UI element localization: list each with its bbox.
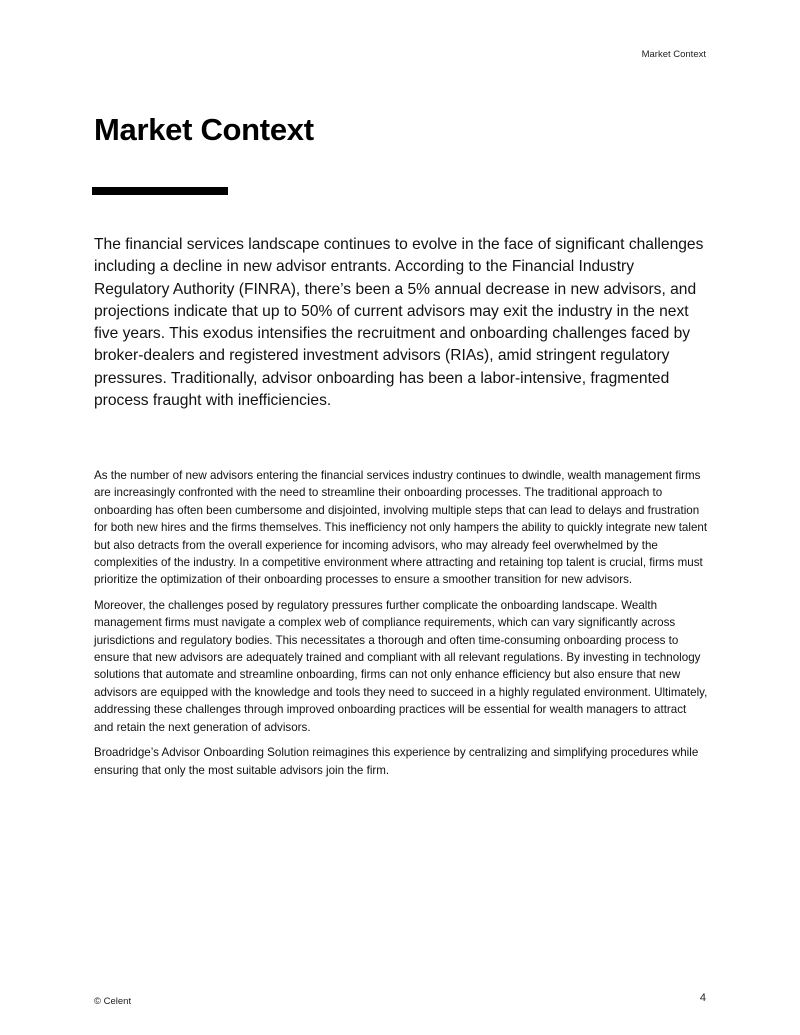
running-header: Market Context bbox=[641, 49, 706, 60]
footer-copyright: © Celent bbox=[94, 996, 132, 1007]
body-paragraph-2: Moreover, the challenges posed by regulatory pressures further complicate the onboarding landscape. Wealth management firms must navigate a complex web of compliance requirements, which can vary significantly across jurisdictions and regulatory bodies. This necessitates a thorough and often time-consuming onboarding process to ensure that new advisors are adequately trained and compliant with all relevant regulations. By investing in technology solutions that automate and streamline onboarding, firms can not only enhance efficiency but also ensure that new advisors are equipped with the knowledge and tools they need to succeed in a highly regulated environment. Ultimately, addressing these challenges through improved onboarding practices will be essential for wealth managers to attract and retain the next generation of advisors. bbox=[94, 598, 708, 734]
page-title: Market Context bbox=[94, 112, 314, 147]
body-text bbox=[94, 467, 708, 787]
page-number: 4 bbox=[699, 992, 706, 1004]
title-underline-rule bbox=[92, 187, 228, 195]
lead-paragraph: The financial services landscape continues to evolve in the face of significant challenges including a decline in new advisor entrants. According to the Financial Industry Regulatory Authority (FINRA), there’s been a 5% annual decrease in new advisors, and projections indicate that up to 50% of current advisors may exit the industry in the next five years. This exodus intensifies the recruitment and onboarding challenges faced by broker-dealers and registered investment advisors (RIAs), amid stringent regulatory pressures. Traditionally, advisor onboarding has been a labor-intensive, fragmented process fraught with inefficiencies. bbox=[94, 236, 704, 410]
body-paragraph-3: Broadridge’s Advisor Onboarding Solution reimagines this experience by centralizing and simplifying procedures while ensuring that only the most suitable advisors join the firm. bbox=[94, 746, 699, 777]
body-paragraph-1: As the number of new advisors entering the financial services industry continues to dwindle, wealth management firms are increasingly confronted with the need to streamline their onboarding processes. The traditional approach to onboarding has often been cumbersome and disjointed, involving multiple steps that can lead to delays and frustration for both new hires and the firms themselves. This inefficiency not only hampers the ability to quickly integrate new talent but also detracts from the overall experience for incoming advisors, who may already feel overwhelmed by the complexities of the industry. In a competitive environment where attracting and retaining top talent is crucial, firms must prioritize the optimization of their onboarding processes to ensure a smoother transition for new advisors. bbox=[94, 469, 708, 587]
